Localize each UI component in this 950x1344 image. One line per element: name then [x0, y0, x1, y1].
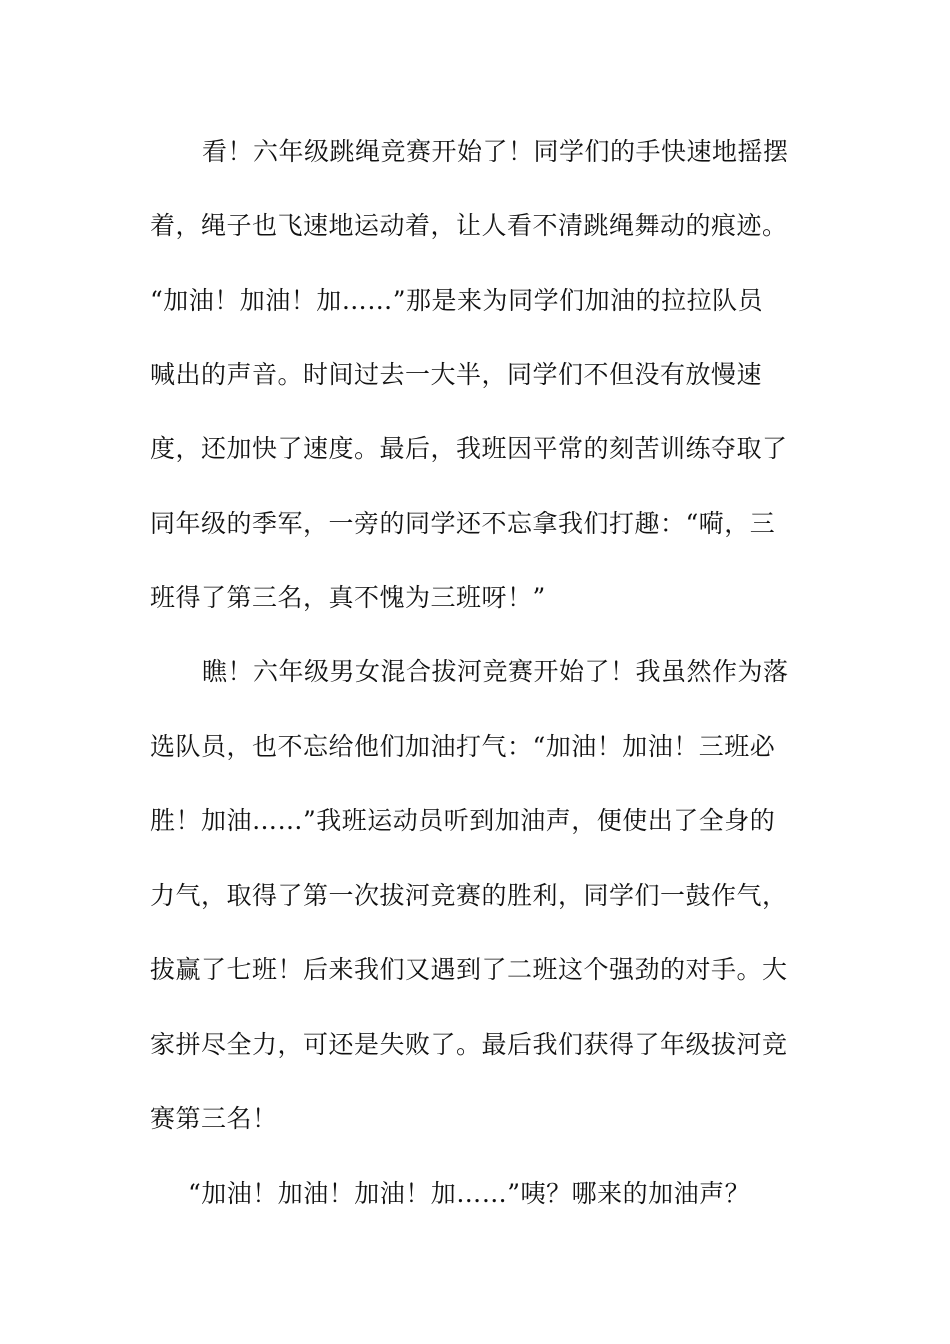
paragraph-1-line-4: 喊出的声音。时间过去一大半，同学们不但没有放慢速 — [150, 360, 763, 389]
paragraph-2-line-7: 赛第三名！ — [150, 1104, 278, 1133]
paragraph-1-line-1: 看！六年级跳绳竞赛开始了！同学们的手快速地摇摆 — [202, 137, 789, 166]
paragraph-2-line-5: 拔赢了七班！后来我们又遇到了二班这个强劲的对手。大 — [150, 955, 788, 984]
paragraph-1-line-5: 度，还加快了速度。最后，我班因平常的刻苦训练夺取了 — [150, 434, 788, 463]
paragraph-2-line-6: 家拼尽全力，可还是失败了。最后我们获得了年级拔河竞 — [150, 1030, 788, 1059]
paragraph-2-line-4: 力气，取得了第一次拔河竞赛的胜利，同学们一鼓作气， — [150, 881, 788, 910]
paragraph-1-line-3: “加油！加油！加……”那是来为同学们加油的拉拉队员 — [150, 286, 764, 315]
paragraph-3-line-1: “加油！加油！加油！加……”咦？哪来的加油声？ — [188, 1179, 751, 1208]
paragraph-1-line-6: 同年级的季军，一旁的同学还不忘拿我们打趣：“嗬，三 — [150, 509, 776, 538]
paragraph-2-line-2: 选队员，也不忘给他们加油打气：“加油！加油！三班必 — [150, 732, 776, 761]
paragraph-2-line-1: 瞧！六年级男女混合拔河竞赛开始了！我虽然作为落 — [202, 657, 789, 686]
paragraph-2-line-3: 胜！加油……”我班运动员听到加油声，便使出了全身的 — [150, 806, 776, 835]
paragraph-1-line-7: 班得了第三名，真不愧为三班呀！” — [150, 583, 546, 612]
paragraph-1-line-2: 着，绳子也飞速地运动着，让人看不清跳绳舞动的痕迹。 — [150, 211, 788, 240]
